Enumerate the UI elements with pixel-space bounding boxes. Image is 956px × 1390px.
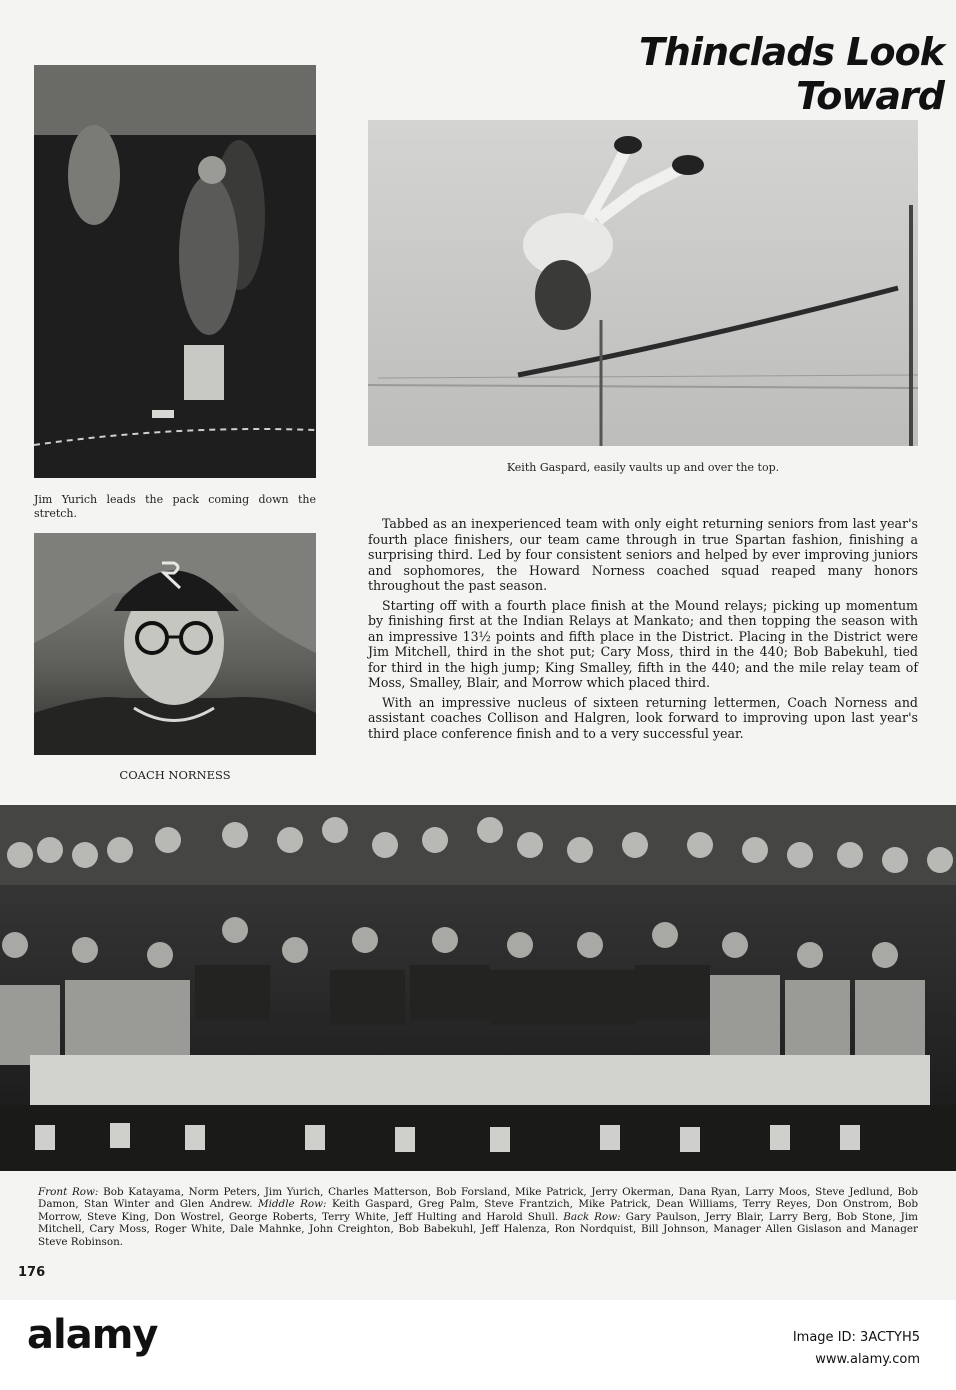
- back-row-names: Gary Paulson, Jerry Blair, Larry Berg, Bob Stone, Jim Mitchell, Cary Moss, Roger White, Dale Mahnke, John Creighton, Bob Babekuhl, Jeff Halenza, Ron Nordquist, Bill Johnson, Manager Allen Gislason and Manager Steve Robinson.: [38, 1210, 918, 1248]
- pole-vault-caption: Keith Gaspard, easily vaults up and over the top.: [506, 461, 780, 474]
- team-photo: [0, 805, 956, 1171]
- coach-photo: [34, 533, 316, 755]
- runners-caption: Jim Yurich leads the pack coming down the stretch.: [34, 493, 316, 520]
- article-paragraph: With an impressive nucleus of sixteen returning lettermen, Coach Norness and assistant coaches Collison and Halgren, look forward to improving upon last year's third place conference finish and to a very successful year.: [368, 694, 918, 741]
- watermark-image-id: Image ID: 3ACTYH5: [792, 1330, 920, 1345]
- runners-photo: [34, 65, 316, 478]
- page-number: 176: [18, 1265, 46, 1280]
- watermark-url: www.alamy.com: [815, 1352, 920, 1367]
- middle-row-names: Keith Gaspard, Greg Palm, Steve Frantzich, Mike Patrick, Dean Williams, Terry Reyes, Don Onstrom, Bob Morrow, Steve King, Don Wostrel, George Roberts, Terry White, Jeff Hulting and Harold Shull.: [38, 1198, 918, 1223]
- front-row-label: Front Row:: [38, 1186, 99, 1198]
- front-row-names: Bob Katayama, Norm Peters, Jim Yurich, Charles Matterson, Bob Forsland, Mike Patrick, Jerry Okerman, Dana Ryan, Larry Moos, Steve Jedlund, Bob Damon, Stan Winter and Glen Andrew.: [38, 1186, 919, 1211]
- article-paragraph: Starting off with a fourth place finish at the Mound relays; picking up momentum by finishing first at the Indian Relays at Mankato; and then topping the season with an impressive 13½ points and fifth place in the District. Placing in the District were Jim Mitchell, third in the shot put; Cary Moss, third in the 440; Bob Babekuhl, tied for third in the high jump; King Smalley, fifth in the 440; and the mile relay team of Moss, Smalley, Blair, and Morrow which placed third.: [368, 597, 918, 690]
- article-body: [368, 516, 918, 745]
- pole-vault-photo: [368, 120, 918, 446]
- team-roster-caption: [38, 1186, 918, 1248]
- back-row-label: Back Row:: [563, 1210, 621, 1223]
- watermark-logo: alamy: [27, 1312, 158, 1358]
- page-title: Thinclads Look Toward: [639, 30, 944, 118]
- article-paragraph: Tabbed as an inexperienced team with only eight returning seniors from last year's fourth place finishers, our team came through in true Spartan fashion, finishing a surprising third. Led by four consistent seniors and helped by ever improving juniors and sophomores, the Howard Norness coached squad reaped many honors throughout the past season.: [368, 516, 918, 593]
- coach-caption: COACH NORNESS: [119, 768, 231, 782]
- middle-row-label: Middle Row:: [257, 1198, 327, 1211]
